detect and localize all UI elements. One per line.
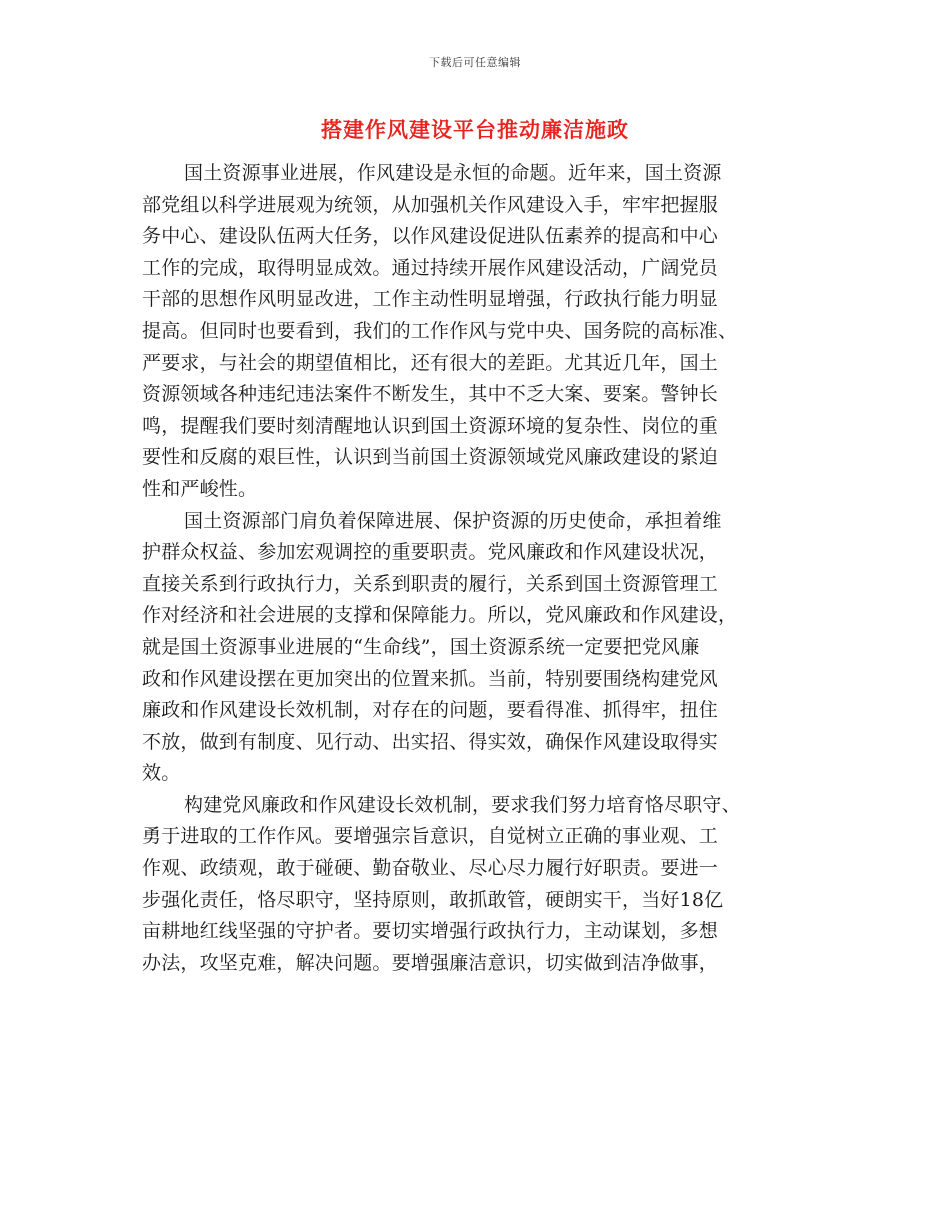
text-line: 提高。但同时也要看到，我们的工作作风与党中央、国务院的高标准、 — [142, 319, 738, 342]
text-line: 就是国土资源事业进展的“生命线”，国土资源系统一定要把党风廉 — [142, 635, 700, 658]
paragraph-2 — [142, 506, 808, 790]
paragraph-1 — [142, 158, 808, 506]
text-line: 作对经济和社会进展的支撑和保障能力。所以，党风廉政和作风建设， — [142, 604, 738, 627]
text-line: 作观、政绩观，敢于碰硬、勤奋敬业、尽心尽力履行好职责。要进一 — [142, 857, 719, 880]
page-header-note: 下载后可任意编辑 — [429, 56, 521, 69]
text-line: 护群众权益、参加宏观调控的重要职责。党风廉政和作风建设状况， — [142, 541, 719, 564]
text-line: 鸣，提醒我们要时刻清醒地认识到国土资源环境的复杂性、岗位的重 — [142, 414, 719, 437]
text-line: 工作的完成，取得明显成效。通过持续开展作风建设活动，广阔党员 — [142, 256, 719, 279]
text-line: 构建党风廉政和作风建设长效机制，要求我们努力培育恪尽职守、 — [184, 793, 741, 816]
text-line: 国土资源部门肩负着保障进展、保护资源的历史使命，承担着维 — [184, 509, 722, 532]
text-line: 亩耕地红线坚强的守护者。要切实增强行政执行力，主动谋划，多想 — [142, 920, 719, 943]
text-line: 步强化责任，恪尽职守，坚持原则，敢抓敢管，硬朗实干，当好18亿 — [142, 888, 724, 911]
text-line: 不放，做到有制度、见行动、出实招、得实效，确保作风建设取得实 — [142, 730, 719, 753]
text-line: 直接关系到行政执行力，关系到职责的履行，关系到国土资源管理工 — [142, 572, 719, 595]
document-title: 搭建作风建设平台推动廉洁施政 — [321, 117, 629, 142]
text-line: 务中心、建设队伍两大任务，以作风建设促进队伍素养的提高和中心 — [142, 225, 719, 248]
paragraph-3 — [142, 790, 808, 980]
text-line: 性和严峻性。 — [142, 477, 258, 500]
text-line: 资源领域各种违纪违法案件不断发生，其中不乏大案、要案。警钟长 — [142, 383, 719, 406]
text-line: 勇于进取的工作作风。要增强宗旨意识，自觉树立正确的事业观、工 — [142, 825, 719, 848]
text-line: 部党组以科学进展观为统领，从加强机关作风建设入手，牢牢把握服 — [142, 193, 719, 216]
document-body — [142, 158, 808, 979]
text-line: 办法，攻坚克难，解决问题。要增强廉洁意识，切实做到洁净做事， — [142, 951, 719, 974]
text-line: 严要求，与社会的期望值相比，还有很大的差距。尤其近几年，国土 — [142, 351, 719, 374]
text-line: 国土资源事业进展，作风建设是永恒的命题。近年来，国土资源 — [184, 162, 722, 184]
text-line: 廉政和作风建设长效机制，对存在的问题，要看得准、抓得牢，扭住 — [142, 699, 719, 722]
text-line: 要性和反腐的艰巨性，认识到当前国土资源领域党风廉政建设的紧迫 — [142, 446, 719, 469]
text-line: 政和作风建设摆在更加突出的位置来抓。当前，特别要围绕构建党风 — [142, 667, 719, 690]
text-line: 干部的思想作风明显改进，工作主动性明显增强，行政执行能力明显 — [142, 288, 719, 311]
text-line: 效。 — [142, 762, 181, 785]
